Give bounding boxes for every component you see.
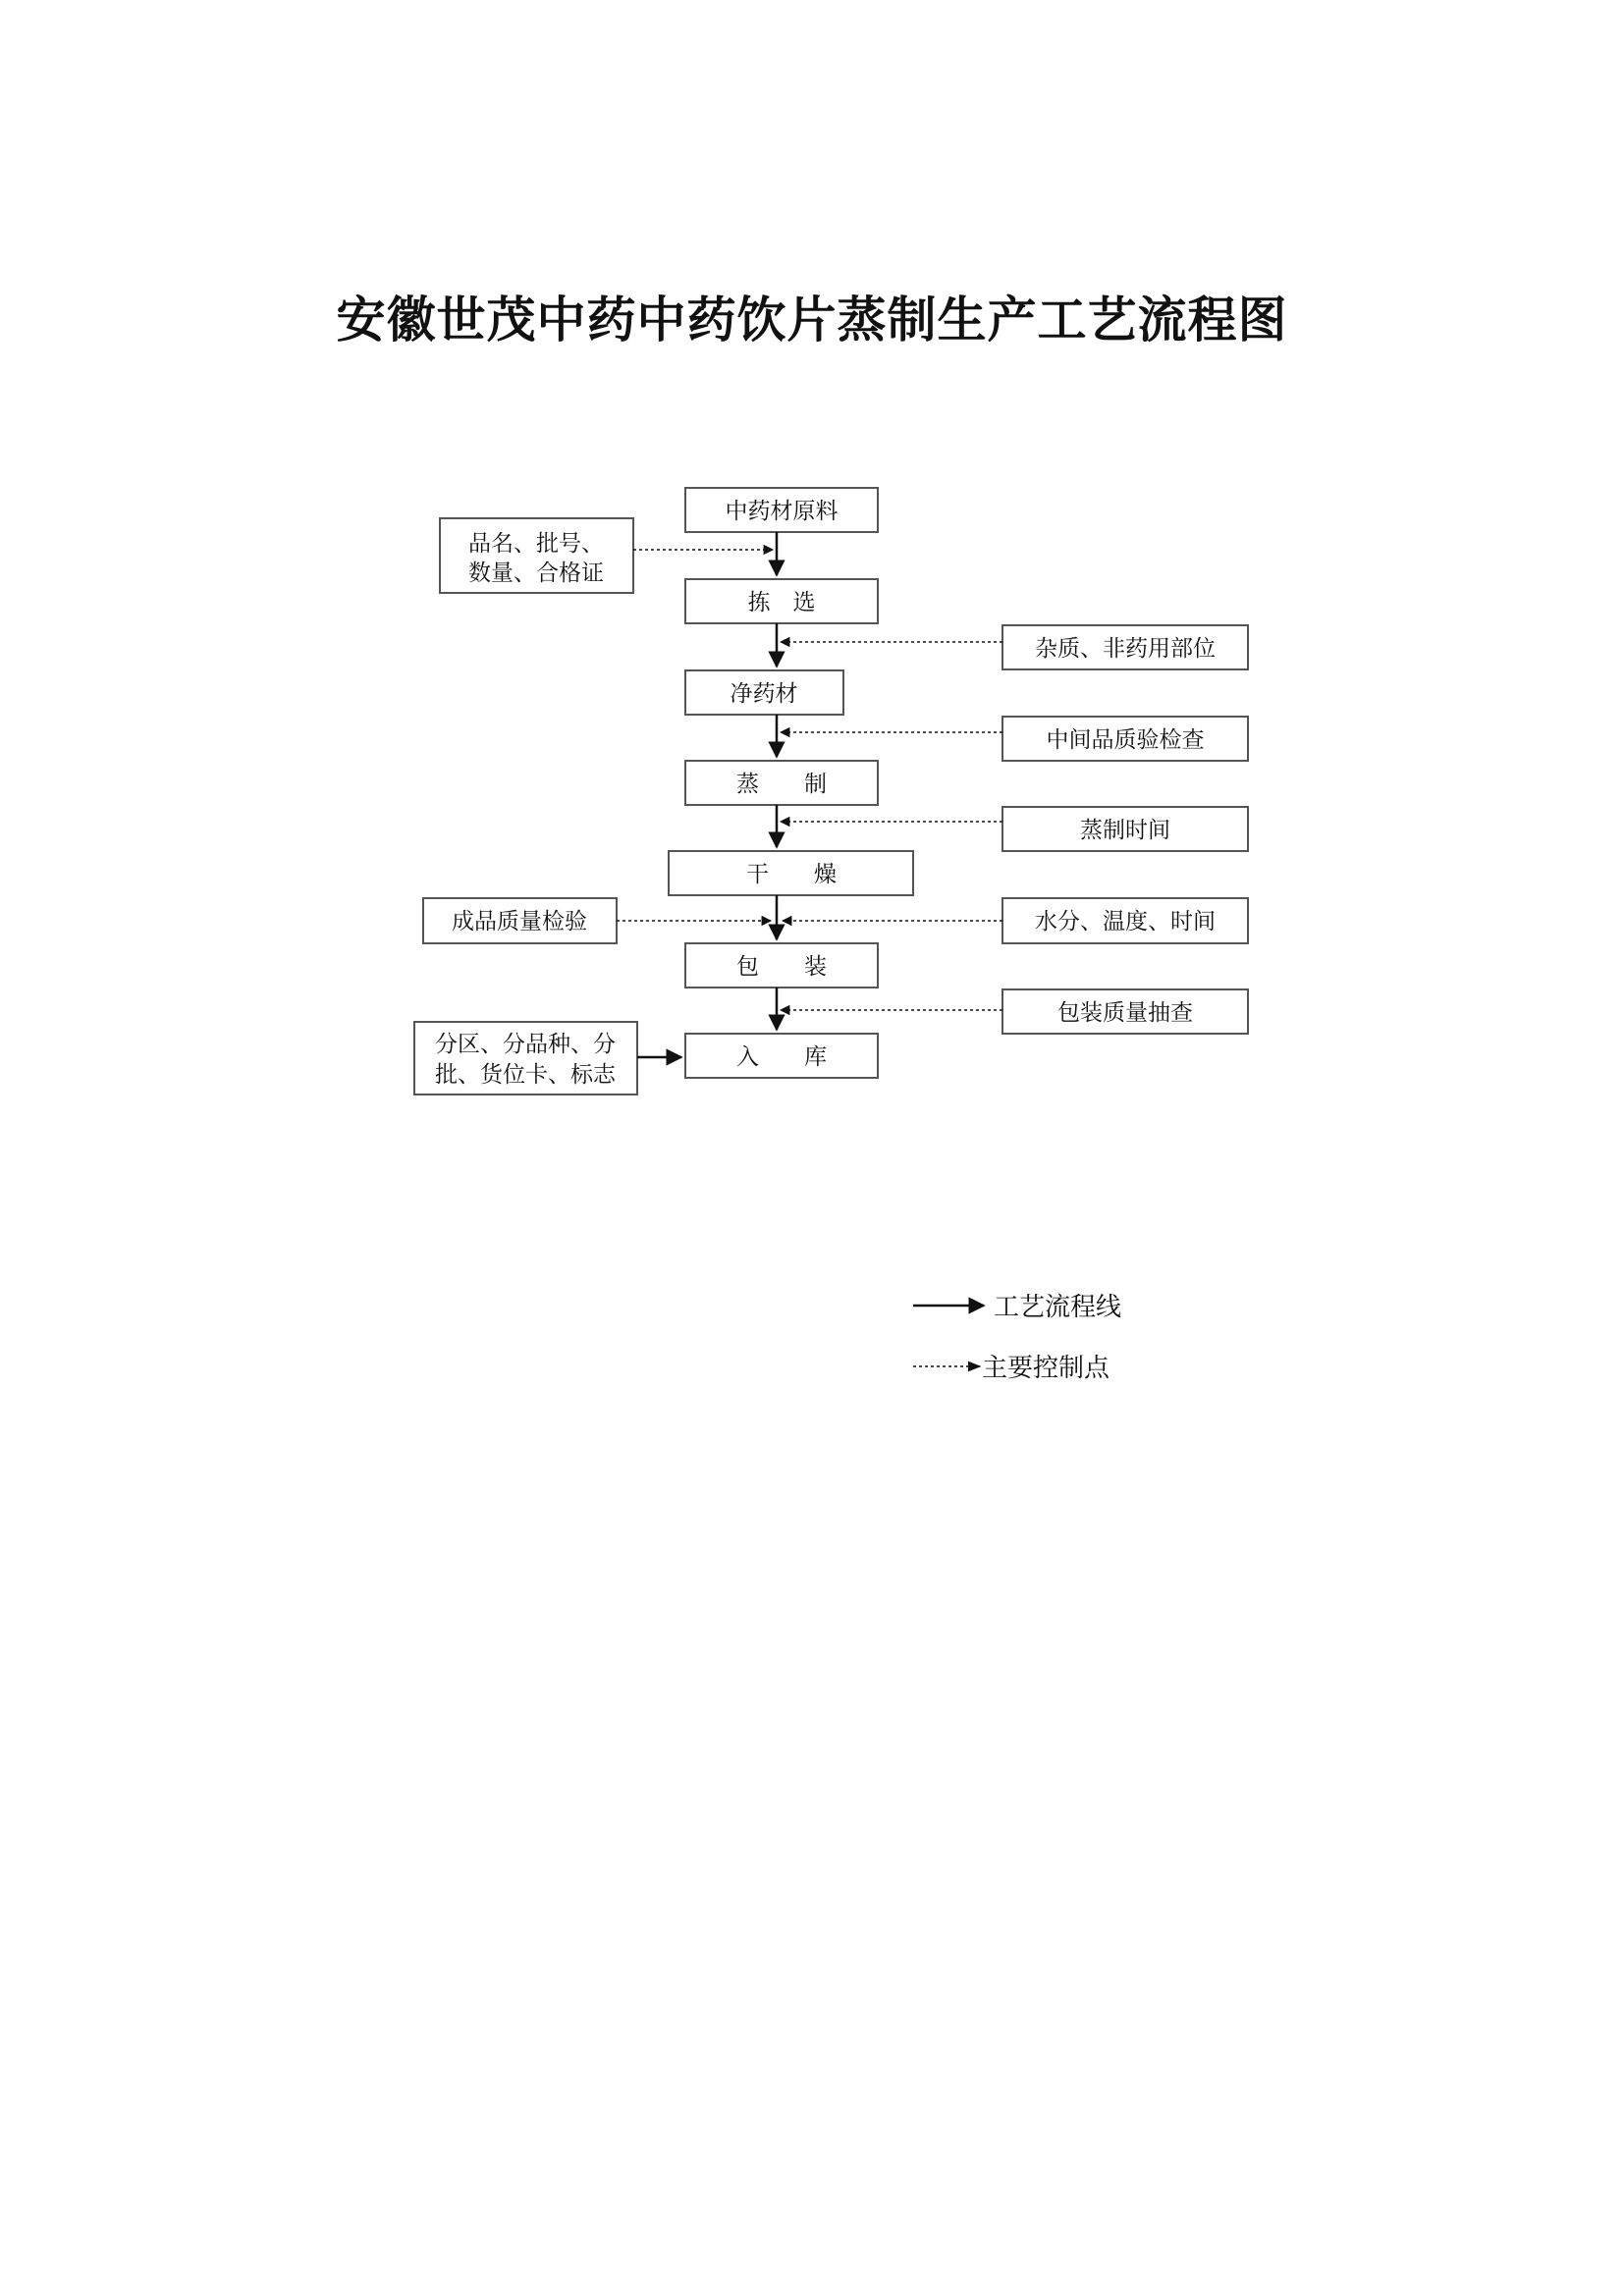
control-pack-spotcheck xyxy=(1002,989,1248,1034)
page-title: 安徽世茂中药中药饮片蒸制生产工艺流程图 xyxy=(336,291,1288,348)
legend xyxy=(913,1293,1121,1383)
control-moisture-temp-time-label: 水分、温度、时间 xyxy=(1035,909,1216,934)
control-name-batch-line1: 品名、批号、 xyxy=(468,531,604,557)
control-steam-time xyxy=(1002,807,1248,851)
control-finished-qc xyxy=(423,898,617,943)
step-clean-herb-label: 净药材 xyxy=(730,681,798,707)
control-storage-line2: 批、货位卡、标志 xyxy=(435,1062,616,1088)
control-intermediate-check-label: 中间品质验检查 xyxy=(1046,727,1205,753)
control-name-batch-line2: 数量、合格证 xyxy=(468,561,604,586)
control-name-batch xyxy=(440,518,633,593)
control-steam-time-label: 蒸制时间 xyxy=(1080,818,1170,843)
step-packaging-label: 包 装 xyxy=(736,954,827,980)
step-raw-material-label: 中药材原料 xyxy=(725,499,839,524)
step-drying xyxy=(669,851,913,895)
control-finished-qc-label: 成品质量检验 xyxy=(452,909,587,934)
control-impurities xyxy=(1002,625,1248,669)
step-packaging xyxy=(685,943,878,988)
step-warehousing-label: 入 库 xyxy=(736,1044,827,1070)
step-drying-label: 干 燥 xyxy=(746,862,837,887)
control-moisture-temp-time xyxy=(1002,898,1248,943)
step-clean-herb xyxy=(685,670,843,715)
legend-flow-line-label: 工艺流程线 xyxy=(994,1293,1122,1322)
step-sorting xyxy=(685,579,878,623)
control-storage xyxy=(414,1022,637,1095)
step-steaming-label: 蒸 制 xyxy=(736,772,827,797)
step-warehousing xyxy=(685,1034,878,1078)
legend-control-point-label: 主要控制点 xyxy=(982,1354,1110,1383)
control-pack-spotcheck-label: 包装质量抽查 xyxy=(1057,1000,1193,1026)
control-intermediate-check xyxy=(1002,717,1248,761)
control-storage-line1: 分区、分品种、分 xyxy=(435,1032,616,1057)
control-impurities-label: 杂质、非药用部位 xyxy=(1035,636,1216,662)
step-sorting-label: 拣 选 xyxy=(747,590,816,615)
step-steaming xyxy=(685,761,878,805)
step-raw-material xyxy=(685,488,878,532)
